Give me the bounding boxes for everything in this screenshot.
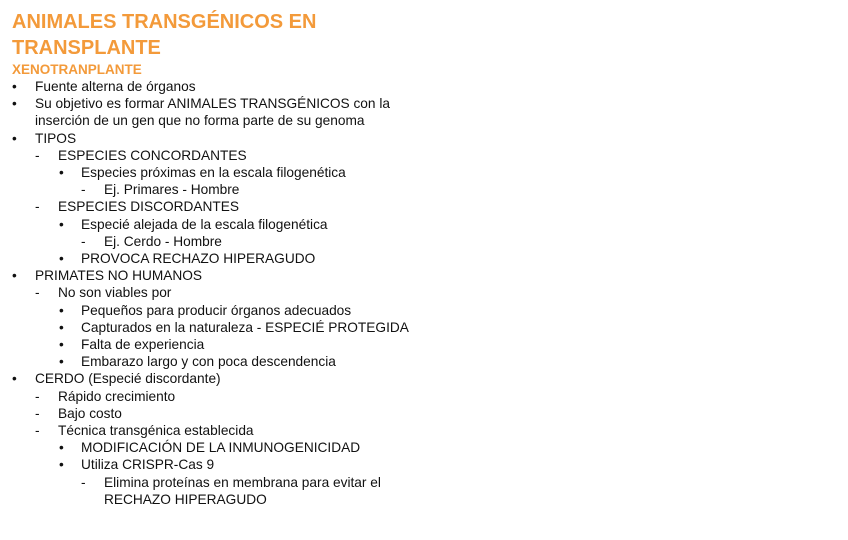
list-item-text: Capturados en la naturaleza - ESPECIÉ PROTEGIDA <box>81 319 409 335</box>
list-item <box>12 319 432 336</box>
list-item-text: CERDO (Especié discordante) <box>35 371 221 387</box>
list-item-text: Fuente alterna de órganos <box>35 79 196 94</box>
list-item <box>12 181 432 198</box>
dash-marker: - <box>35 147 40 163</box>
bullet-marker: • <box>59 165 64 181</box>
bullet-marker: • <box>59 251 64 267</box>
list-item <box>12 388 432 405</box>
list-item-text: Utiliza CRISPR-Cas 9 <box>81 457 215 473</box>
list-item-text: ESPECIES DISCORDANTES <box>58 199 240 215</box>
section-subtitle: XENOTRANPLANTE <box>12 62 142 77</box>
list-item-text: No son viables por <box>58 285 172 301</box>
list-item-text: MODIFICACIÓN DE LA INMUNOGENICIDAD <box>81 440 361 456</box>
list-item <box>12 130 432 147</box>
list-item <box>12 164 432 181</box>
dash-marker: - <box>35 388 40 404</box>
list-item <box>12 422 432 439</box>
list-item <box>12 198 432 215</box>
bullet-marker: • <box>12 268 17 284</box>
bullet-marker: • <box>12 371 17 387</box>
list-item <box>12 78 432 95</box>
list-item <box>12 370 432 387</box>
list-item-text: PROVOCA RECHAZO HIPERAGUDO <box>81 251 316 267</box>
list-item <box>12 336 432 353</box>
list-item <box>12 250 432 267</box>
list-item-text: Ej. Primares - Hombre <box>104 182 240 198</box>
list-item <box>12 405 432 422</box>
list-item <box>12 284 432 301</box>
list-item-text: Falta de experiencia <box>81 337 205 353</box>
outline-list <box>12 78 432 508</box>
list-item-text: Técnica transgénica establecida <box>58 423 254 439</box>
bullet-marker: • <box>59 457 64 473</box>
list-item-text: ESPECIES CONCORDANTES <box>58 147 247 163</box>
bullet-marker: • <box>59 337 64 353</box>
list-item-text: Su objetivo es formar ANIMALES TRANSGÉNICOS con la inserción de un gen que no forma parte de su genoma <box>35 96 390 129</box>
list-item <box>12 216 432 233</box>
list-item-text: Especies próximas en la escala filogenética <box>81 165 346 181</box>
list-item <box>12 267 432 284</box>
list-item-text: PRIMATES NO HUMANOS <box>35 268 203 284</box>
list-item <box>12 302 432 319</box>
bullet-marker: • <box>59 440 64 456</box>
page-title: ANIMALES TRANSGÉNICOS EN TRANSPLANTE <box>12 11 317 59</box>
list-item-text: TIPOS <box>35 130 77 146</box>
dash-marker: - <box>81 182 86 198</box>
bullet-marker: • <box>59 319 64 335</box>
list-item-text: Pequeños para producir órganos adecuados <box>81 302 352 318</box>
list-item-text: Ej. Cerdo - Hombre <box>104 233 222 249</box>
list-item-text: Elimina proteínas en membrana para evitar el RECHAZO HIPERAGUDO <box>104 474 381 507</box>
list-item-text: Especié alejada de la escala filogenética <box>81 216 328 232</box>
list-item <box>12 95 432 129</box>
bullet-marker: • <box>12 96 17 112</box>
list-item <box>12 233 432 250</box>
list-item-text: Embarazo largo y con poca descendencia <box>81 354 336 370</box>
list-item-text: Bajo costo <box>58 405 122 421</box>
list-item <box>12 353 432 370</box>
list-item <box>12 147 432 164</box>
bullet-marker: • <box>12 79 17 94</box>
dash-marker: - <box>81 474 86 490</box>
dash-marker: - <box>35 199 40 215</box>
dash-marker: - <box>35 405 40 421</box>
dash-marker: - <box>35 285 40 301</box>
list-item-text: Rápido crecimiento <box>58 388 176 404</box>
bullet-marker: • <box>12 130 17 146</box>
bullet-marker: • <box>59 354 64 370</box>
bullet-marker: • <box>59 302 64 318</box>
dash-marker: - <box>35 423 40 439</box>
list-item <box>12 474 432 508</box>
list-item <box>12 456 432 473</box>
dash-marker: - <box>81 233 86 249</box>
list-item <box>12 439 432 456</box>
bullet-marker: • <box>59 216 64 232</box>
